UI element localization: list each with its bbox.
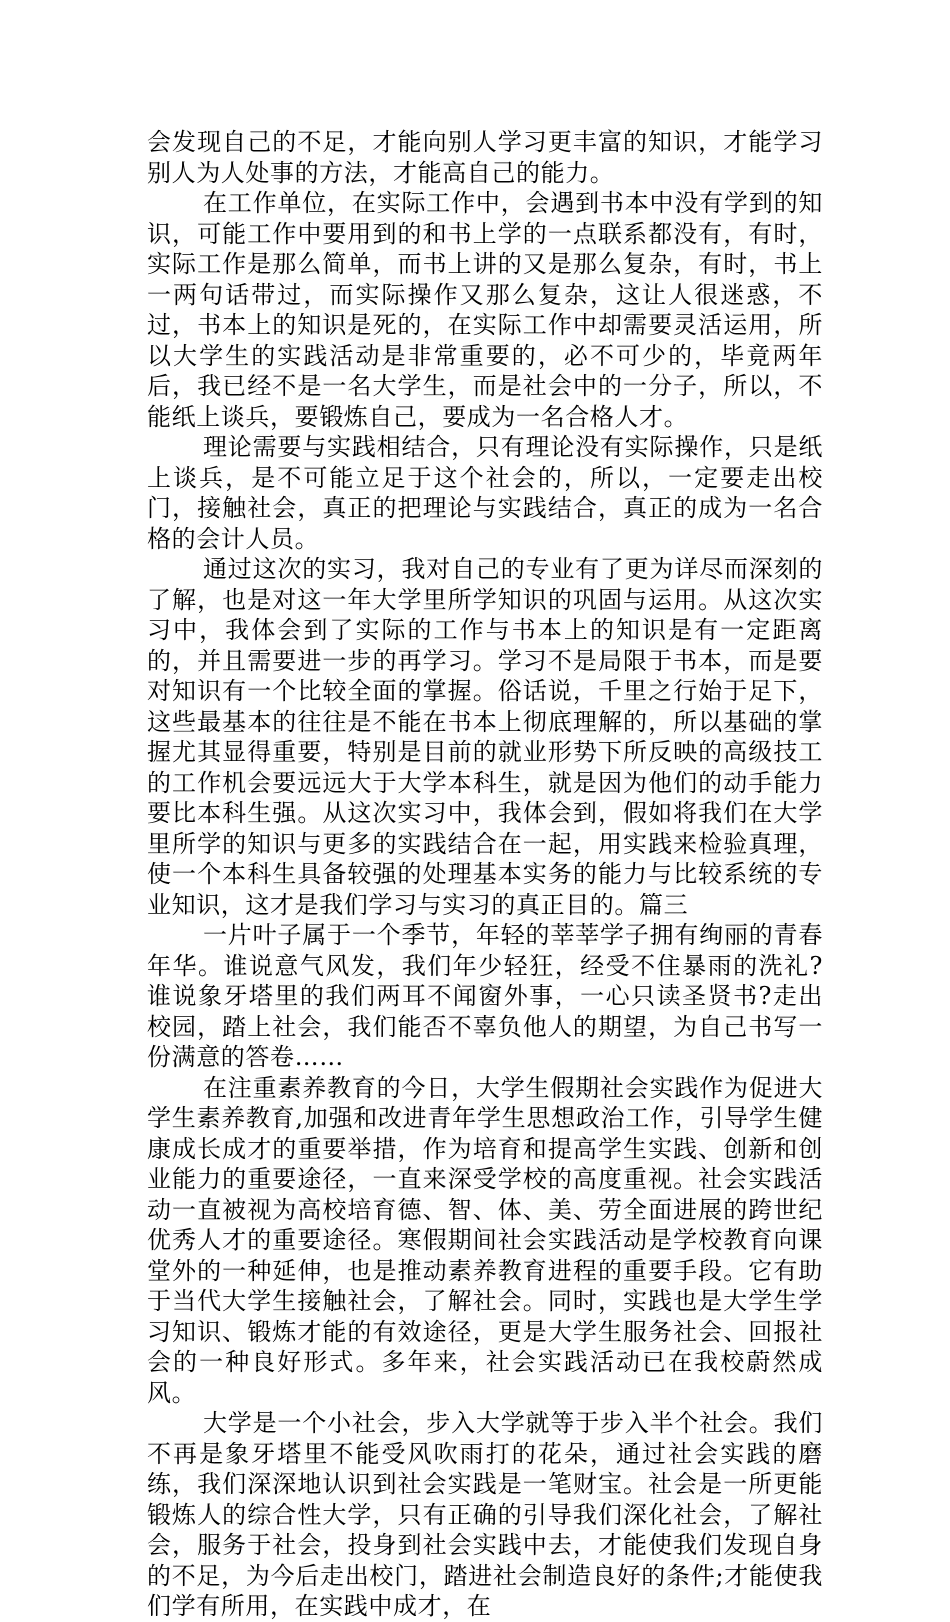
- paragraph-5: 一片叶子属于一个季节，年轻的莘莘学子拥有绚丽的青春年华。谁说意气风发，我们年少轻狂，经受不住暴雨的洗礼?谁说象牙塔里的我们两耳不闻窗外事，一心只读圣贤书?走出校园，踏上社会，我们能否不辜负他人的期望，为自己书写一份满意的答卷……: [147, 921, 823, 1071]
- paragraph-6: 在注重素养教育的今日，大学生假期社会实践作为促进大学生素养教育,加强和改进青年学生思想政治工作，引导学生健康成长成才的重要举措，作为培育和提高学生实践、创新和创业能力的重要途径，一直来深受学校的高度重视。社会实践活动一直被视为高校培育德、智、体、美、劳全面进展的跨世纪优秀人才的重要途径。寒假期间社会实践活动是学校教育向课堂外的一种延伸，也是推动素养教育进程的重要手段。它有助于当代大学生接触社会，了解社会。同时，实践也是大学生学习知识、锻炼才能的有效途径，更是大学生服务社会、回报社会的一种良好形式。多年来，社会实践活动已在我校蔚然成风。: [147, 1073, 823, 1407]
- paragraph-1: 会发现自己的不足，才能向别人学习更丰富的知识，才能学习别人为人处事的方法，才能高自己的能力。: [147, 128, 823, 187]
- paragraph-2: 在工作单位，在实际工作中，会遇到书本中没有学到的知识，可能工作中要用到的和书上学的一点联系都没有，有时，实际工作是那么简单，而书上讲的又是那么复杂，有时，书上一两句话带过，而实际操作又那么复杂，这让人很迷惑，不过，书本上的知识是死的，在实际工作中却需要灵活运用，所以大学生的实践活动是非常重要的，必不可少的，毕竟两年后，我已经不是一名大学生，而是社会中的一分子，所以，不能纸上谈兵，要锻炼自己，要成为一名合格人才。: [147, 189, 823, 431]
- document-page: [147, 127, 823, 1622]
- paragraph-7: 大学是一个小社会，步入大学就等于步入半个社会。我们不再是象牙塔里不能受风吹雨打的花朵，通过社会实践的磨练，我们深深地认识到社会实践是一笔财宝。社会是一所更能锻炼人的综合性大学，只有正确的引导我们深化社会，了解社会，服务于社会，投身到社会实践中去，才能使我们发现自身的不足，为今后走出校门，踏进社会制造良好的条件;才能使我们学有所用，在实践中成才，在: [147, 1409, 823, 1620]
- paragraph-3: 理论需要与实践相结合，只有理论没有实际操作，只是纸上谈兵，是不可能立足于这个社会的，所以，一定要走出校门，接触社会，真正的把理论与实践结合，真正的成为一名合格的会计人员。: [147, 433, 823, 553]
- paragraph-4: 通过这次的实习，我对自己的专业有了更为详尽而深刻的了解，也是对这一年大学里所学知识的巩固与运用。从这次实习中，我体会到了实际的工作与书本上的知识是有一定距离的，并且需要进一步的再学习。学习不是局限于书本，而是要对知识有一个比较全面的掌握。俗话说，千里之行始于足下，这些最基本的往往是不能在书本上彻底理解的，所以基础的掌握尤其显得重要，特别是目前的就业形势下所反映的高级技工的工作机会要远远大于大学本科生，就是因为他们的动手能力要比本科生强。从这次实习中，我体会到，假如将我们在大学里所学的知识与更多的实践结合在一起，用实践来检验真理，使一个本科生具备较强的处理基本实务的能力与比较系统的专业知识，这才是我们学习与实习的真正目的。篇三: [147, 555, 823, 919]
